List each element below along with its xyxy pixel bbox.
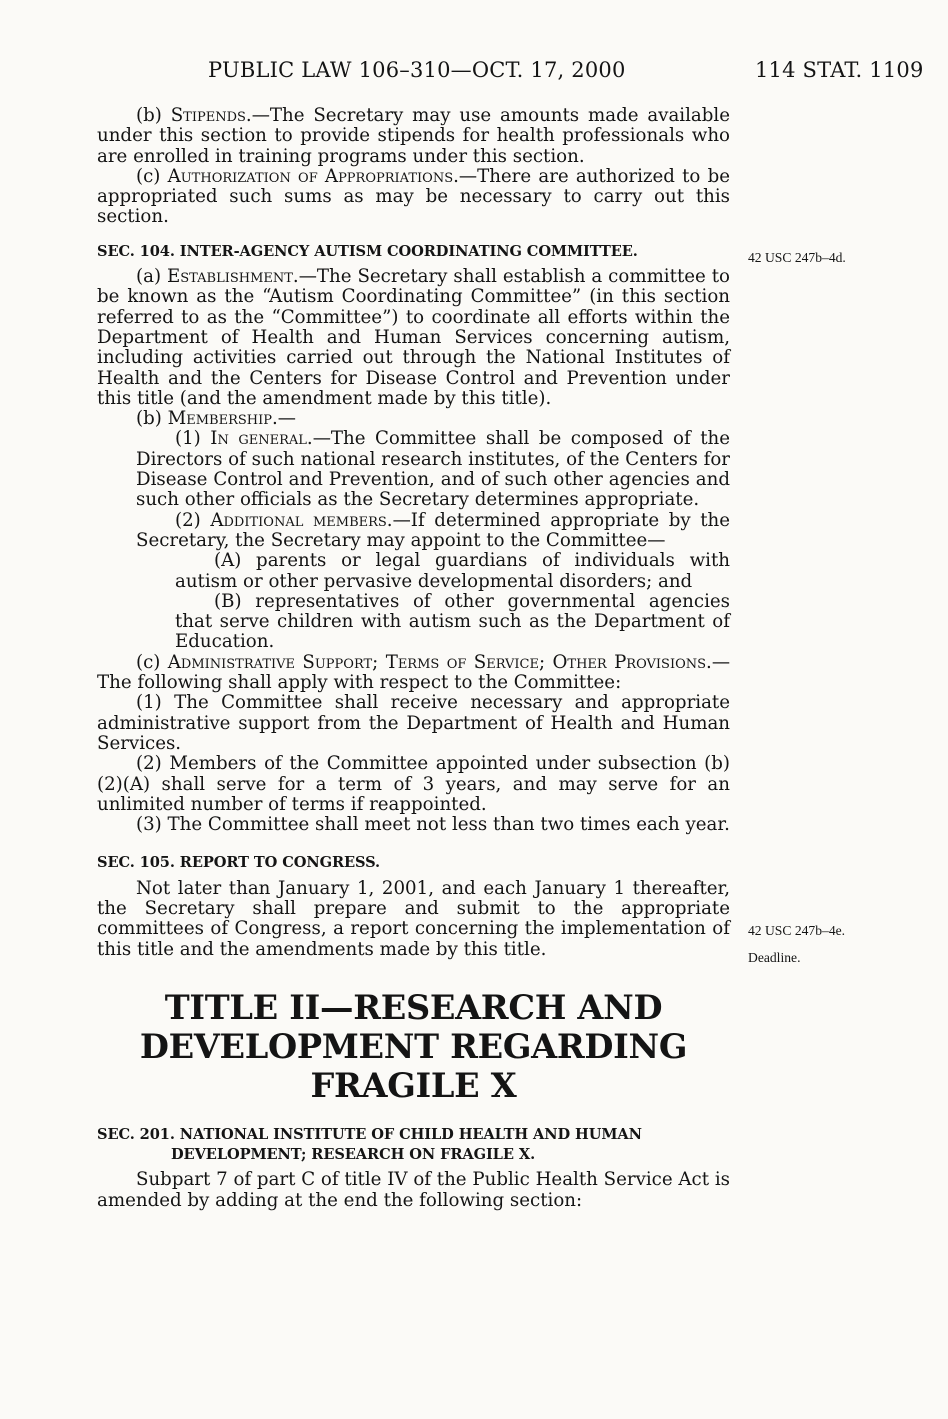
paragraph-heading: In general. — [210, 428, 313, 450]
subsection-heading: Stipends. — [170, 105, 252, 126]
subsection-heading: Membership. — [167, 408, 278, 430]
sec201-text: Subpart 7 of part C of title IV of the Public Health Service Act is amended by adding at the end the following section: — [97, 1169, 730, 1211]
sec105-heading: SEC. 105. REPORT TO CONGRESS. — [97, 854, 381, 872]
sec104-paragraph-b2: (2) Additional members.—If determined appropriate by the Secretary, the Secretary may appoint to the Committee— — [136, 509, 731, 551]
sec104-heading: SEC. 104. INTER-AGENCY AUTISM COORDINATING COMMITTEE. — [97, 242, 638, 260]
statute-body — [97, 106, 730, 1211]
usc-note-sec104: 42 USC 247b–4d. — [748, 250, 846, 265]
sec201-heading: SEC. 201. NATIONAL INSTITUTE OF CHILD HEALTH AND HUMAN DEVELOPMENT; RESEARCH ON FRAGILE X. — [97, 1125, 642, 1164]
sec104-clause-b2A: (A) parents or legal guardians of individuals with autism or other pervasive developmental disorders; and — [175, 550, 730, 592]
sec104-subsection-b: (b) Membership.— — [136, 408, 296, 430]
sec103-subsection-b: (b) Stipends.—The Secretary may use amounts made available under this section to provide stipends for health professionals who are enrolled in training programs under this section. — [97, 105, 730, 167]
subsection-heading: Administrative Support; Terms of Service; Other Provisions. — [167, 651, 712, 673]
stat-page-number: 114 STAT. 1109 — [755, 58, 924, 82]
deadline-note: Deadline. — [748, 950, 801, 965]
subsection-heading: Authorization of Appropriations. — [167, 165, 459, 187]
sec104-paragraph-c1: (1) The Committee shall receive necessary and appropriate administrative support from the Department of Health and Human Services. — [97, 692, 730, 754]
paragraph-heading: Additional members. — [210, 509, 393, 531]
law-citation: PUBLIC LAW 106–310—OCT. 17, 2000 — [208, 58, 626, 82]
sec104-paragraph-c2: (2) Members of the Committee appointed under subsection (b)(2)(A) shall serve for a term of 3 years, and may serve for an unlimited number of terms if reappointed. — [97, 753, 730, 815]
sec104-paragraph-c3: (3) The Committee shall meet not less than two times each year. — [136, 814, 730, 836]
title-line-1: TITLE II—RESEARCH AND — [164, 987, 663, 1027]
title-ii-heading — [97, 988, 730, 1105]
usc-note-sec105: 42 USC 247b–4e. — [748, 923, 846, 938]
sec104-subsection-a: (a) Establishment.—The Secretary shall establish a committee to be known as the “Autism Coordinating Committee” (in this section referred to as the “Committee”) to coordinate all efforts within the Department of Health and Human Services concerning autism, including activities carried out through the National Institutes of Health and the Centers for Disease Control and Prevention under this title (and the amendment made by this title). — [97, 266, 730, 409]
sec104-clause-b2B: (B) representatives of other governmental agencies that serve children with autism such as the Department of Education. — [175, 590, 730, 653]
subsection-heading: Establishment. — [166, 266, 299, 288]
sec104-paragraph-b1: (1) In general.—The Committee shall be composed of the Directors of such national research institutes, of the Centers for Disease Control and Prevention, and of such other agencies and such other officials as the Secretary determines appropriate. — [136, 428, 730, 511]
sec104-subsection-c: (c) Administrative Support; Terms of Service; Other Provisions.—The following shall apply with respect to the Committee: — [97, 651, 730, 694]
sec103-subsection-c: (c) Authorization of Appropriations.—There are authorized to be appropriated such sums as may be necessary to carry out this section. — [97, 165, 730, 228]
sec105-text: Not later than January 1, 2001, and each January 1 thereafter, the Secretary shall prepare and submit to the appropriate committees of Congress, a report concerning the implementation of this title and the amendments made by this title. — [97, 877, 730, 960]
title-line-2: DEVELOPMENT REGARDING FRAGILE X — [139, 1026, 688, 1105]
